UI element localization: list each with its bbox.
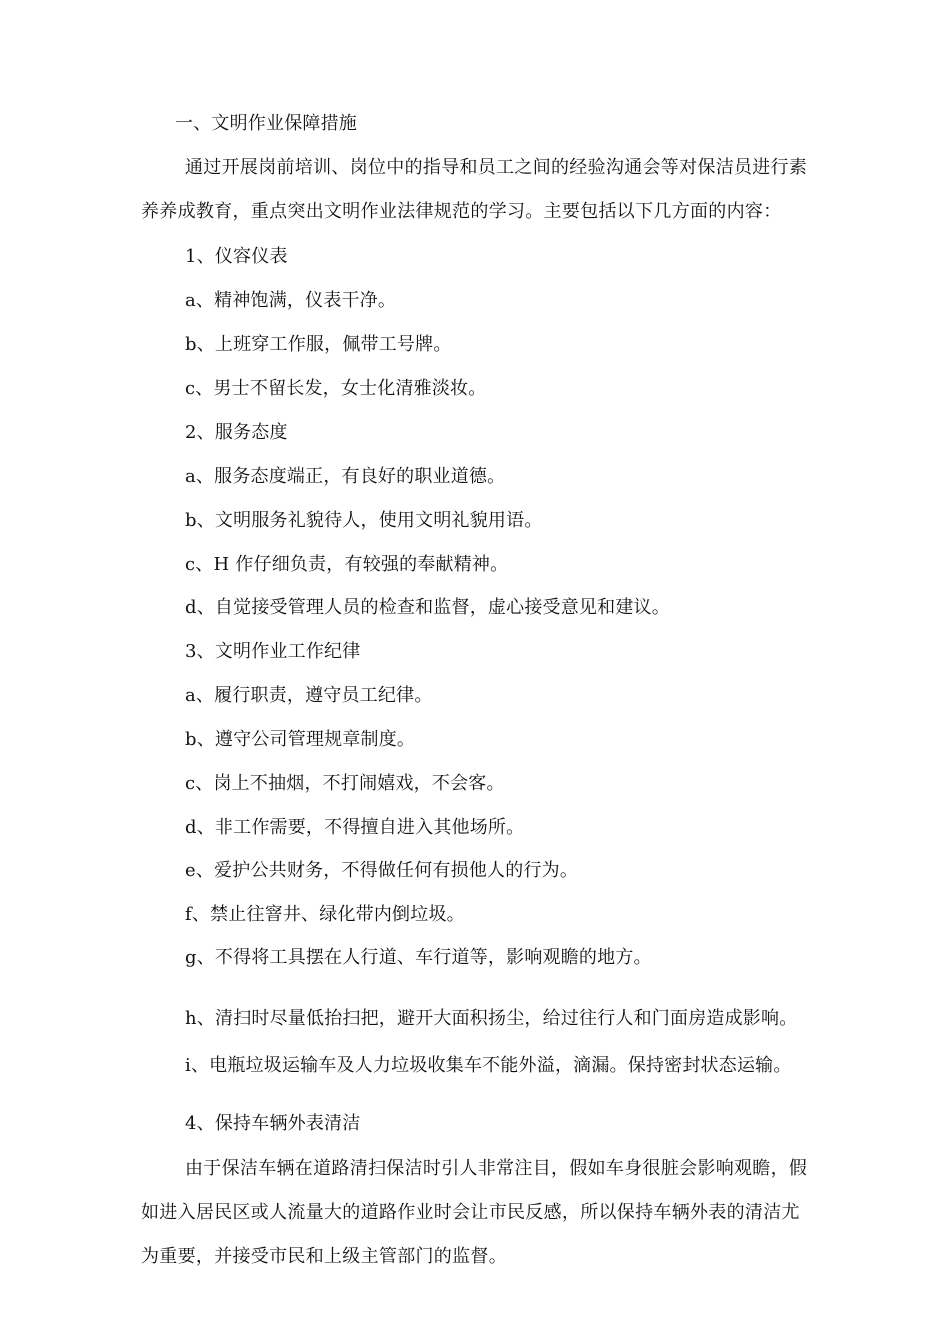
list-item: b、遵守公司管理规章制度。 <box>185 729 416 750</box>
intro-line-1: 通过开展岗前培训、岗位中的指导和员工之间的经验沟通会等对保洁员进行素 <box>185 157 808 178</box>
list-item: i、电瓶垃圾运输车及人力垃圾收集车不能外溢，滴漏。保持密封状态运输。 <box>185 1055 792 1076</box>
list-item: c、岗上不抽烟，不打闹嬉戏，不会客。 <box>185 773 505 794</box>
list-item: e、爱护公共财务，不得做任何有损他人的行为。 <box>185 860 579 881</box>
list-item: b、上班穿工作服，佩带工号牌。 <box>185 334 452 355</box>
intro-line-2: 养养成教育，重点突出文明作业法律规范的学习。主要包括以下几方面的内容： <box>141 201 782 222</box>
subsection-heading-2: 2、服务态度 <box>185 422 288 443</box>
list-item: c、男士不留长发，女士化清雅淡妆。 <box>185 378 487 399</box>
paragraph-line-3: 为重要，并接受市民和上级主管部门的监督。 <box>141 1246 507 1267</box>
paragraph-line-2: 如进入居民区或人流量大的道路作业时会让市民反感，所以保持车辆外表的清洁尤 <box>141 1202 800 1223</box>
subsection-heading-3: 3、文明作业工作纪律 <box>185 641 361 662</box>
paragraph-line-1: 由于保洁车辆在道路清扫保洁时引人非常注目，假如车身很脏会影响观瞻，假 <box>185 1158 808 1179</box>
list-item: h、清扫时尽量低抬扫把，避开大面积扬尘，给过往行人和门面房造成影响。 <box>185 1008 798 1029</box>
section-title: 一、文明作业保障措施 <box>175 113 357 134</box>
list-item: c、H 作仔细负责，有较强的奉献精神。 <box>185 554 509 575</box>
subsection-heading-4: 4、保持车辆外表清洁 <box>185 1113 361 1134</box>
list-item: b、文明服务礼貌待人，使用文明礼貌用语。 <box>185 510 543 531</box>
list-item: f、禁止往窨井、绿化带内倒垃圾。 <box>185 904 465 925</box>
list-item: g、不得将工具摆在人行道、车行道等，影响观瞻的地方。 <box>185 947 652 968</box>
list-item: d、自觉接受管理人员的检查和监督，虚心接受意见和建议。 <box>185 597 670 618</box>
list-item: a、服务态度端正，有良好的职业道德。 <box>185 466 506 487</box>
list-item: a、履行职责，遵守员工纪律。 <box>185 685 433 706</box>
subsection-heading-1: 1、仪容仪表 <box>185 246 288 267</box>
list-item: a、精神饱满，仪表干净。 <box>185 290 397 311</box>
list-item: d、非工作需要，不得擅自进入其他场所。 <box>185 817 525 838</box>
